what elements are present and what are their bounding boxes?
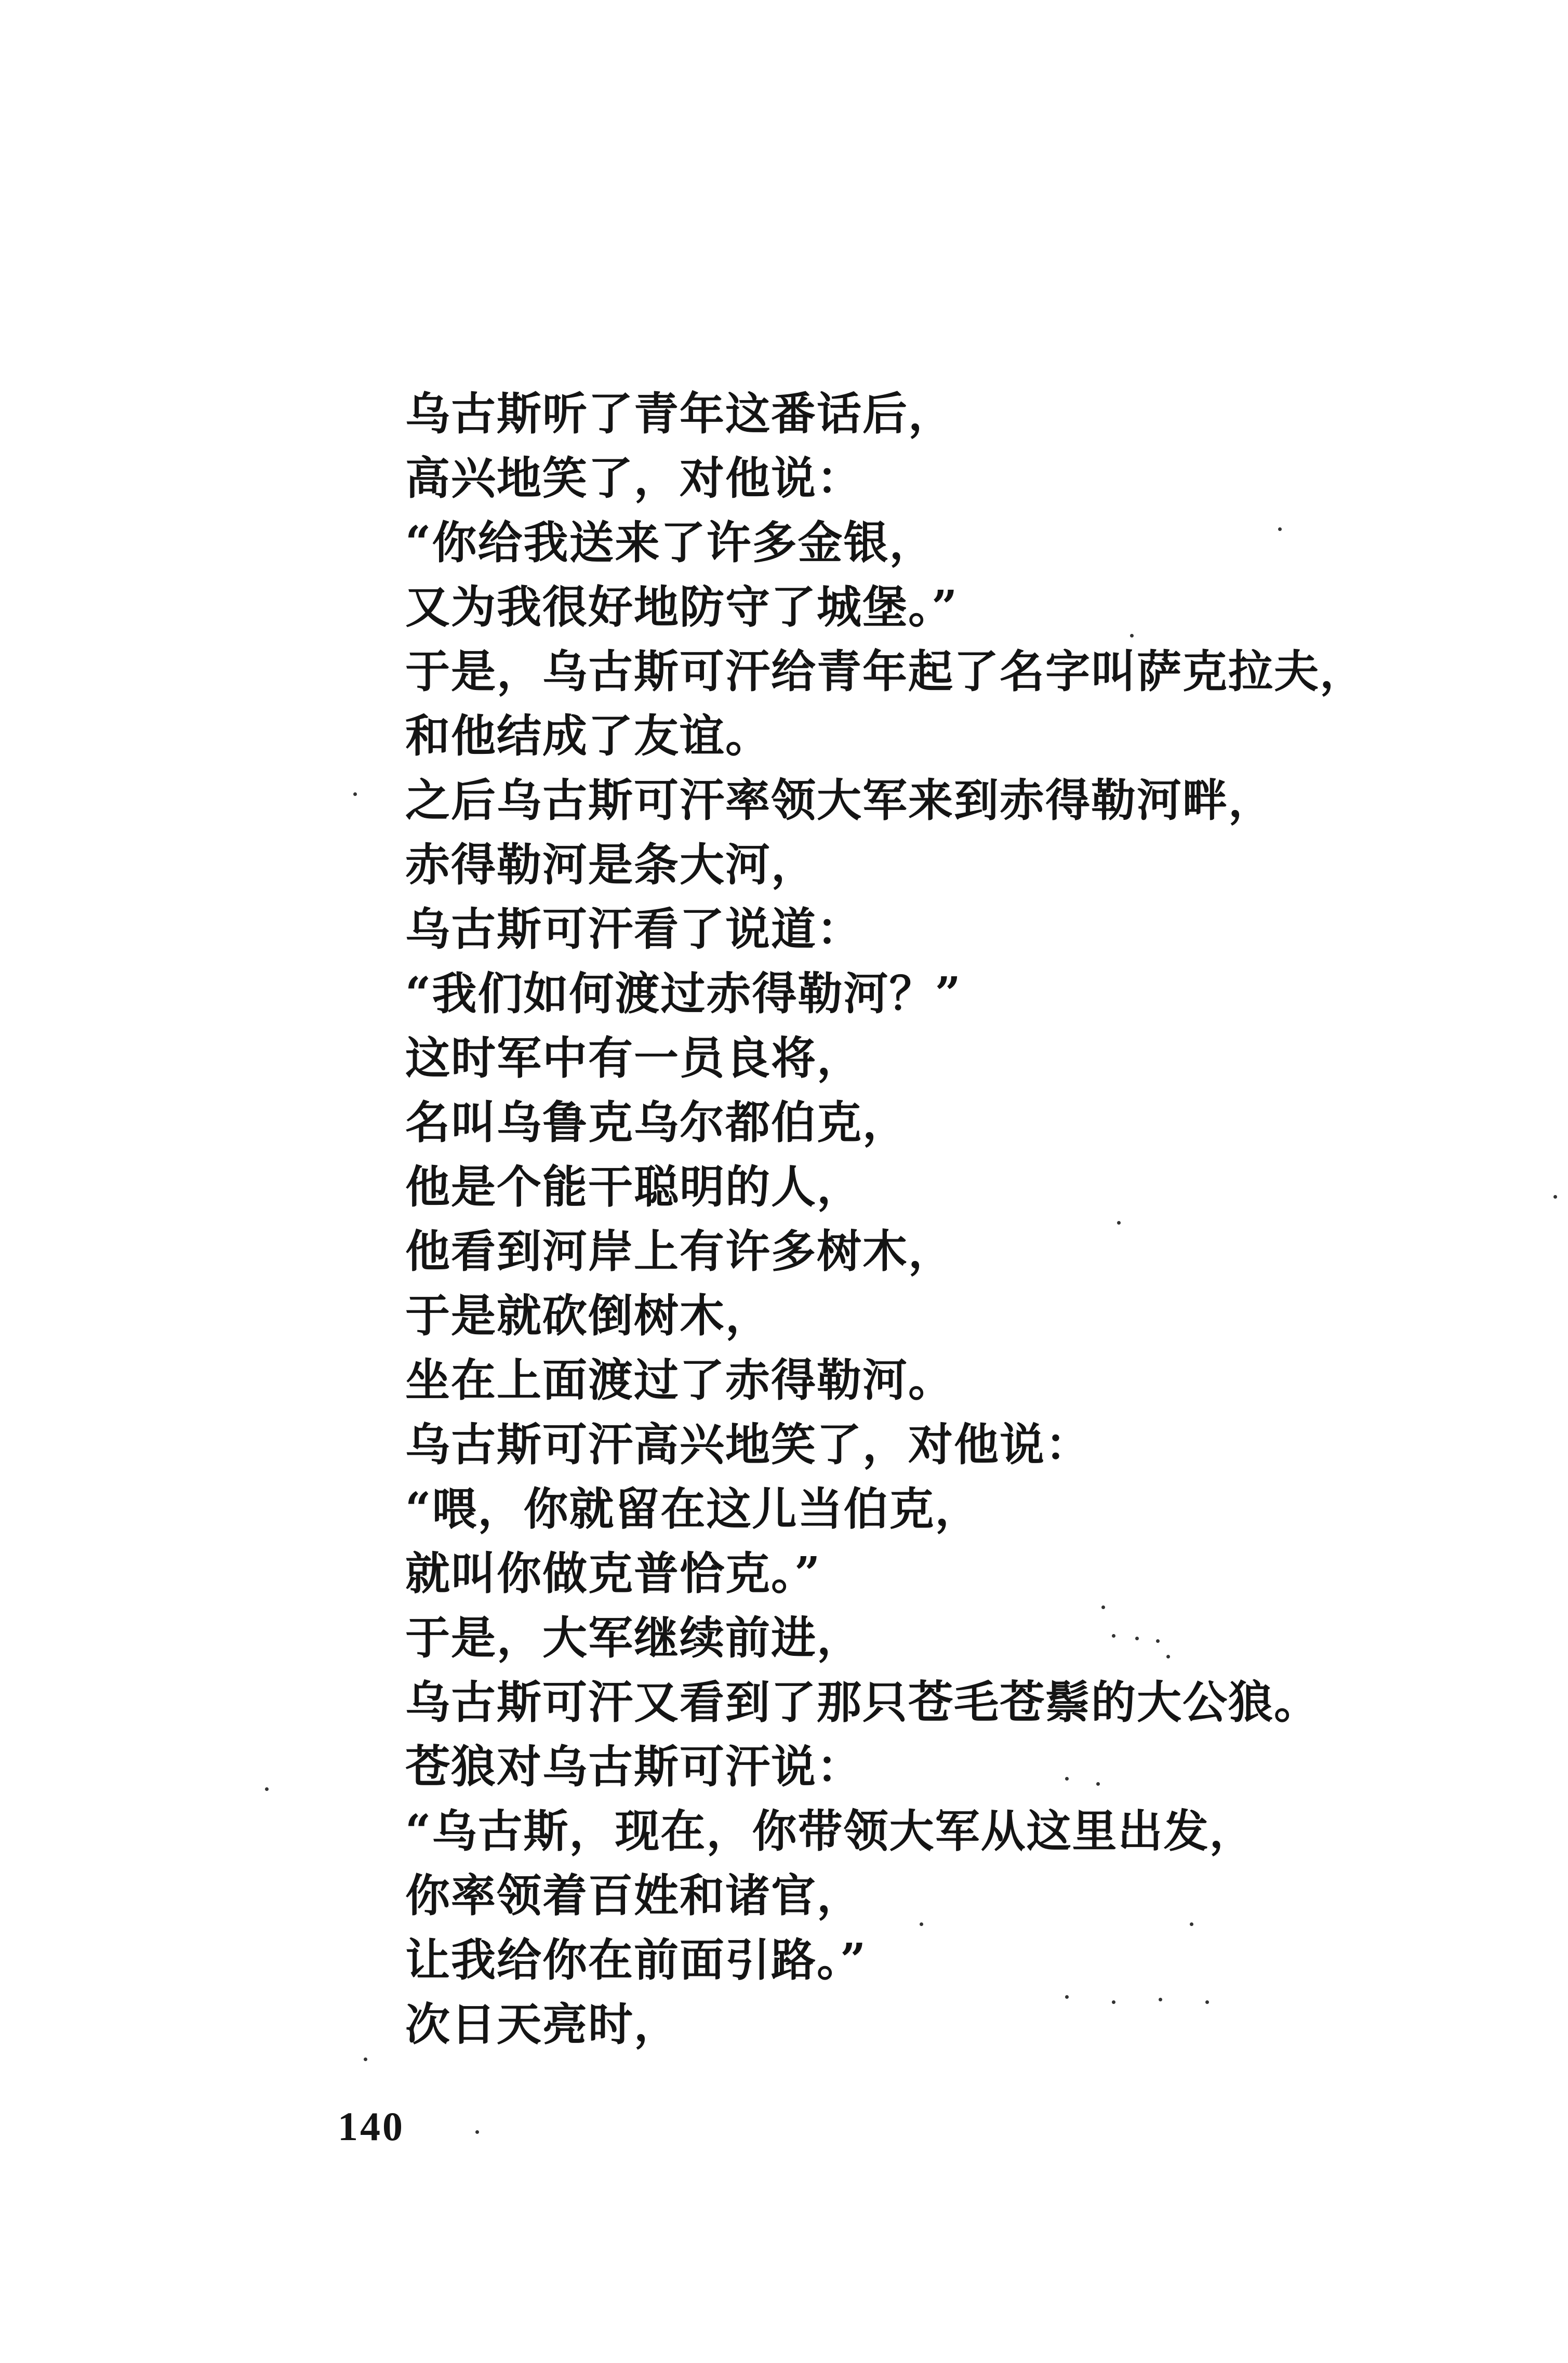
scan-speck — [1205, 2000, 1209, 2004]
scan-speck — [353, 792, 357, 796]
scan-speck — [1112, 2000, 1115, 2004]
poem-line: “你给我送来了许多金银， — [405, 516, 935, 569]
scan-speck — [1159, 1998, 1162, 2001]
poem-line: 和他结成了友谊。 — [405, 710, 771, 762]
poem-line: 次日天亮时， — [405, 1998, 680, 2051]
scan-speck — [1278, 527, 1282, 531]
scan-speck — [1156, 1639, 1160, 1643]
scan-speck — [1130, 634, 1134, 638]
poem-line: “乌古斯，现在，你带领大军从这里出发， — [405, 1805, 1255, 1857]
poem-line: 名叫乌鲁克乌尔都伯克， — [405, 1096, 908, 1149]
poem-line: 这时军中有一员良将， — [405, 1032, 862, 1084]
scan-speck — [1101, 1605, 1105, 1609]
scan-speck — [1553, 1195, 1557, 1199]
scan-speck — [364, 2057, 367, 2061]
poem-line: 赤得勒河是条大河， — [405, 839, 817, 891]
scan-speck — [475, 2130, 479, 2134]
poem-line: 乌古斯可汗又看到了那只苍毛苍鬃的大公狼。 — [405, 1676, 1320, 1729]
poem-line: 苍狼对乌古斯可汗说： — [405, 1741, 862, 1793]
poem-line: 就叫你做克普恰克。” — [405, 1547, 821, 1600]
poem-line: 于是，乌古斯可汗给青年起了名字叫萨克拉夫， — [405, 645, 1365, 698]
scan-speck — [1096, 1782, 1100, 1786]
scan-speck — [1166, 1655, 1170, 1658]
poem-line: 你率领着百姓和诸官， — [405, 1869, 862, 1922]
poem-line: 高兴地笑了，对他说： — [405, 452, 862, 505]
scan-speck — [1065, 1995, 1069, 1999]
scan-speck — [920, 1922, 923, 1926]
poem-line: 乌古斯可汗高兴地笑了，对他说： — [405, 1418, 1091, 1471]
poem-line: 让我给你在前面引路。” — [405, 1934, 867, 1986]
poem-line: 于是就砍倒树木， — [405, 1290, 771, 1342]
scan-speck — [1065, 1777, 1069, 1781]
poem-line: 他是个能干聪明的人， — [405, 1161, 862, 1213]
poem-line: 坐在上面渡过了赤得勒河。 — [405, 1354, 954, 1406]
page-number: 140 — [338, 2104, 405, 2149]
scan-speck — [265, 1787, 269, 1791]
poem-line: 于是，大军继续前进， — [405, 1612, 862, 1664]
poem-line: “喂，你就留在这儿当伯克， — [405, 1483, 981, 1535]
scan-speck — [1190, 1922, 1193, 1926]
poem-line: 乌古斯可汗看了说道： — [405, 903, 862, 955]
poem-line: 乌古斯听了青年这番话后， — [405, 388, 954, 440]
poem-line: 又为我很好地防守了城堡。” — [405, 581, 959, 633]
poem-line: “我们如何渡过赤得勒河？” — [405, 967, 962, 1020]
scan-speck — [1112, 1634, 1115, 1638]
poem-line: 之后乌古斯可汗率领大军来到赤得勒河畔， — [405, 774, 1274, 827]
poem-text — [405, 382, 1444, 2057]
scan-speck — [1135, 1637, 1139, 1640]
scan-speck — [1117, 1221, 1121, 1225]
poem-line: 他看到河岸上有许多树木， — [405, 1225, 954, 1278]
